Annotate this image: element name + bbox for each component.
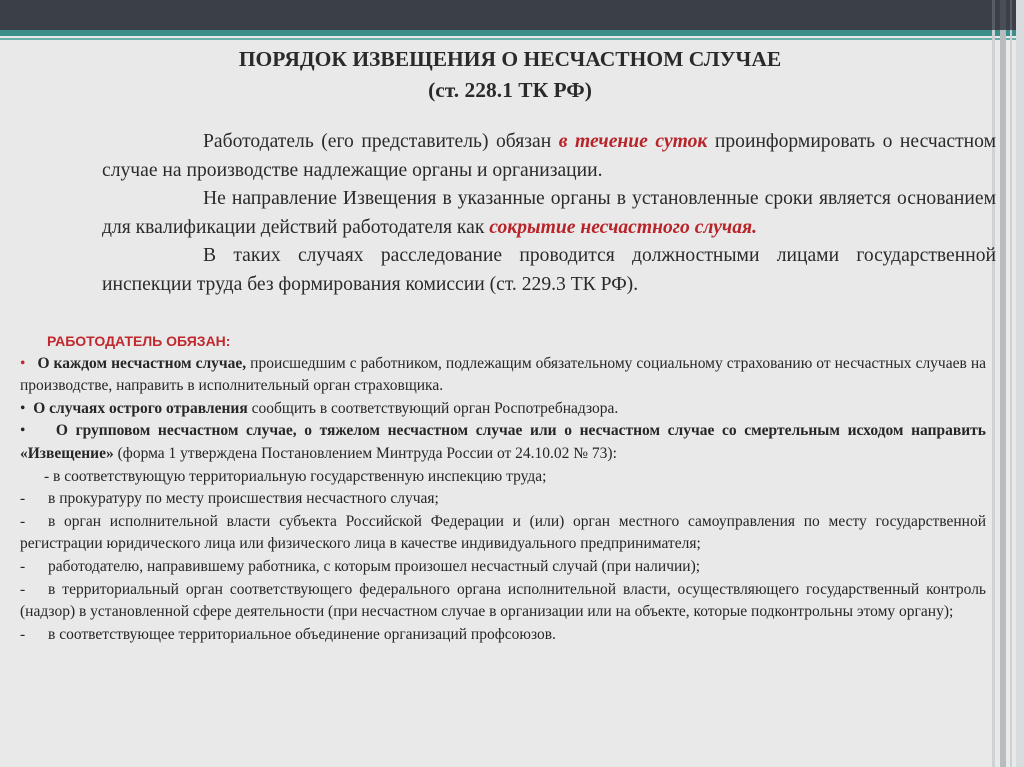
duties-sub-3 (20, 511, 986, 556)
duties-sub-5 (20, 579, 986, 624)
duties-item-2 (20, 398, 986, 421)
duties-item-3-bold: О групповом несчастном случае, о тяжелом несчастном случае или о несчастном случае со смертельным исходом направить «Извещение» (20, 422, 986, 462)
bullet-icon: • (20, 354, 26, 372)
side-stripe-top (992, 0, 995, 30)
intro-paragraph-2 (102, 185, 996, 242)
duties-item-1 (20, 353, 986, 398)
duties-sub-6 (20, 624, 986, 647)
dash-marker: - (20, 557, 26, 575)
duties-sub-4 (20, 556, 986, 579)
duties-item-3 (20, 420, 986, 465)
duties-sub-6-text: в соответствующее территориальное объединение организаций профсоюзов. (48, 625, 556, 643)
duties-item-2-bold: О случаях острого отравления (33, 399, 248, 417)
duties-item-3-text: (форма 1 утверждена Постановлением Минтруда России от 24.10.02 № 73): (113, 444, 617, 462)
intro-paragraph-1 (102, 128, 996, 185)
side-stripe-top (1010, 0, 1012, 30)
dash-marker: - (20, 512, 26, 530)
dash-marker: - (20, 625, 26, 643)
duties-sub-4-text: работодателю, направившему работника, с которым произошел несчастный случай (при наличии); (48, 557, 701, 575)
accent-line (0, 30, 1024, 36)
accent-line-thin (0, 38, 1024, 40)
slide-title (90, 44, 930, 106)
dash-marker: - (20, 580, 26, 598)
top-bar (0, 0, 1024, 30)
side-stripe (992, 0, 995, 767)
duties-sub-1: - в соответствующую территориальную государственную инспекцию труда; (44, 467, 547, 485)
duties-sub-2-text: в прокуратуру по месту происшествия несчастного случая; (48, 490, 439, 508)
side-stripe (1016, 0, 1024, 767)
duties-item-2-text: сообщить в соответствующий орган Роспотребнадзора. (247, 399, 619, 417)
side-stripe (1010, 0, 1012, 767)
intro-text (102, 128, 996, 299)
dash-marker: - (20, 490, 26, 508)
bullet-icon: • (20, 422, 26, 440)
duties-sub-5-text: в территориальный орган соответствующего федерального органа исполнительной власти, осуществляющего государственный контроль (надзор) в установленной сфере деятельности (при несчастном случае в организации или на объекте, которые подконтрольны этому органу); (20, 580, 986, 621)
duties-sub-2 (20, 488, 986, 511)
intro-p1-highlight: в течение суток (558, 131, 708, 152)
duties-sub-3-text: в орган исполнительной власти субъекта Российской Федерации и (или) орган местного самоуправления по месту государственной регистрации юридического лица или физического лица в качестве индивидуального предпринимателя; (20, 512, 986, 553)
side-stripe-top (1000, 0, 1006, 30)
intro-paragraph-3: В таких случаях расследование проводится должностными лицами государственной инспекции труда без формирования комиссии (ст. 229.3 ТК РФ). (102, 245, 996, 295)
duties-heading: РАБОТОДАТЕЛЬ ОБЯЗАН: (47, 333, 231, 349)
intro-p2-highlight: сокрытие несчастного случая. (489, 216, 757, 238)
side-stripe (1000, 0, 1006, 767)
intro-p2-text: Не направление Извещения в указанные органы в установленные сроки является основанием для квалификации действий работодателя как (102, 188, 996, 238)
title-line-2: (ст. 228.1 ТК РФ) (428, 78, 592, 102)
bullet-icon: • (20, 399, 26, 417)
intro-p1-text-end: проинформировать о несчастном случае на производстве надлежащие органы и организации. (102, 131, 996, 181)
duties-list (20, 330, 986, 646)
duties-item-1-bold: О каждом несчастном случае, (37, 354, 247, 372)
intro-p1-text: Работодатель (его представитель) обязан (203, 131, 559, 152)
duties-item-1-text: происшедшим с работником, подлежащим обязательному социальному страхованию от несчастных случаев на производстве, направить в исполнительный орган страховщика. (20, 354, 986, 395)
title-line-1: ПОРЯДОК ИЗВЕЩЕНИЯ О НЕСЧАСТНОМ СЛУЧАЕ (238, 47, 782, 71)
